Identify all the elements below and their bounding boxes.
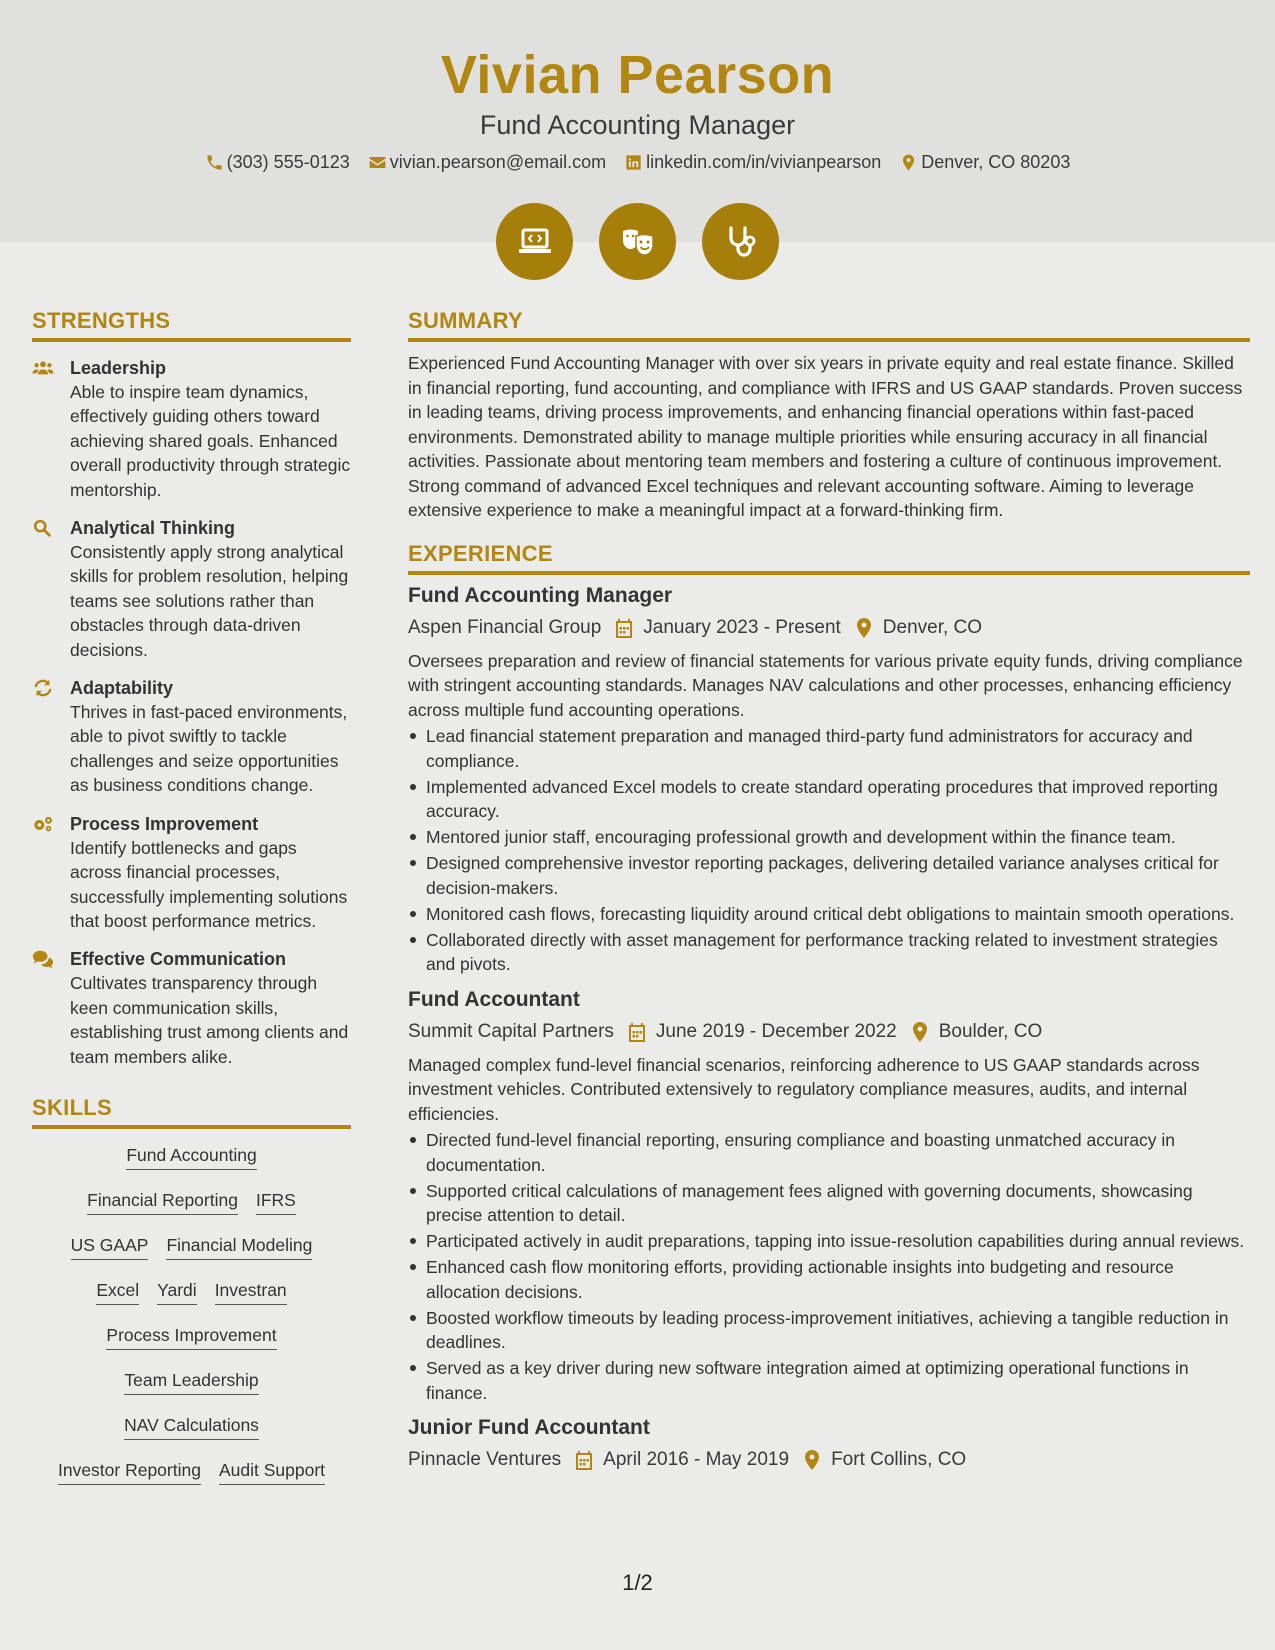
skill-tag: Audit Support — [219, 1458, 325, 1485]
skill-tag: Investor Reporting — [58, 1458, 201, 1485]
strength-desc: Cultivates transparency through keen communication skills, establishing trust among clients and team members alike. — [70, 973, 349, 1067]
job-title: Junior Fund Accountant — [408, 1416, 650, 1439]
skill-tag: Excel — [96, 1278, 139, 1305]
job-bullets — [408, 724, 1250, 977]
theater-masks-icon — [618, 222, 658, 262]
right-column — [408, 308, 1250, 1473]
map-pin-icon — [803, 1450, 821, 1470]
contact-bar — [0, 152, 1275, 173]
bullet-item: Lead financial statement preparation and managed third-party fund administrators for accuracy and compliance. — [408, 724, 1250, 773]
bullet-item: Boosted workflow timeouts by leading process-improvement initiatives, achieving a tangible reduction in deadlines. — [408, 1306, 1250, 1355]
job-company: Pinnacle Ventures — [408, 1449, 562, 1470]
strength-desc: Consistently apply strong analytical skills for problem resolution, helping teams see solutions rather than obstacles through data-driven decisions. — [70, 542, 349, 660]
job-location: Boulder, CO — [938, 1020, 1043, 1042]
strength-desc: Thrives in fast-paced environments, able to pivot swiftly to tackle challenges and seize opportunities as business conditions change. — [70, 702, 348, 796]
bullet-item: Implemented advanced Excel models to create standard operating procedures that improved reporting accuracy. — [408, 775, 1250, 824]
strength-item — [32, 947, 351, 1069]
strength-title: Effective Communication — [70, 949, 287, 970]
skill-tag: Fund Accounting — [126, 1143, 256, 1170]
stethoscope-icon — [721, 222, 761, 262]
skill-tag: NAV Calculations — [124, 1413, 259, 1440]
job-entry — [408, 985, 1250, 1406]
job-meta — [408, 615, 1250, 641]
badge-row — [0, 203, 1275, 280]
skill-tag: Investran — [215, 1278, 287, 1305]
summary-heading: SUMMARY — [408, 308, 1250, 342]
calendar-icon — [575, 1450, 593, 1470]
comments-icon — [32, 949, 54, 969]
search-icon — [32, 518, 54, 538]
contact-email-text: vivian.pearson@email.com — [389, 152, 607, 172]
phone-icon — [205, 153, 224, 172]
job-location: Fort Collins, CO — [831, 1449, 967, 1470]
skill-tag: Financial Modeling — [166, 1233, 312, 1260]
calendar-icon — [628, 1022, 646, 1042]
job-dates: June 2019 - December 2022 — [655, 1020, 897, 1042]
job-entry — [408, 581, 1250, 977]
skill-tag: IFRS — [256, 1188, 296, 1215]
skills-list — [32, 1143, 351, 1503]
laptop-code-icon — [515, 222, 555, 262]
candidate-title: Fund Accounting Manager — [479, 110, 796, 140]
bullet-item: Participated actively in audit preparations, tapping into issue-resolution capabilities during annual reviews. — [408, 1229, 1250, 1254]
users-icon — [32, 358, 54, 378]
left-column — [32, 308, 351, 1503]
skill-tag: Financial Reporting — [87, 1188, 238, 1215]
strength-item — [32, 812, 351, 934]
strength-title: Analytical Thinking — [70, 518, 236, 539]
strength-item — [32, 676, 351, 798]
skills-heading: SKILLS — [32, 1095, 351, 1129]
job-dates: April 2016 - May 2019 — [603, 1449, 790, 1470]
contact-linkedin-text: linkedin.com/in/vivianpearson — [646, 152, 882, 172]
linkedin-icon — [624, 153, 643, 172]
job-title: Fund Accountant — [408, 987, 580, 1011]
contact-phone[interactable] — [205, 152, 350, 173]
job-company: Aspen Financial Group — [408, 616, 602, 638]
cogs-icon — [32, 814, 54, 834]
candidate-name: Vivian Pearson — [440, 45, 835, 105]
strength-desc: Identify bottlenecks and gaps across financial processes, successfully implementing solutions that boost performance metrics. — [70, 837, 348, 931]
strength-title: Process Improvement — [70, 813, 259, 834]
strength-item — [32, 356, 351, 502]
job-meta — [408, 1447, 1250, 1473]
experience-heading: EXPERIENCE — [408, 541, 1250, 575]
contact-phone-text: (303) 555-0123 — [226, 152, 350, 172]
strength-title: Adaptability — [70, 678, 174, 699]
map-pin-icon — [855, 618, 873, 638]
bullet-item: Mentored junior staff, encouraging professional growth and development within the finance team. — [408, 825, 1250, 850]
contact-email[interactable] — [368, 152, 606, 173]
bullet-item: Supported critical calculations of management fees aligned with governing documents, showcasing precise attention to detail. — [408, 1179, 1250, 1228]
bullet-item: Directed fund-level financial reporting, ensuring compliance and boasting unmatched accuracy in documentation. — [408, 1128, 1250, 1177]
job-description: Oversees preparation and review of financial statements for various private equity funds, driving compliance with stringent accounting standards. Manages NAV calculations and other processes, enhancing efficiency across multiple fund accounting operations. — [408, 650, 1243, 720]
contact-location-text: Denver, CO 80203 — [921, 152, 1071, 172]
skill-tag: Yardi — [157, 1278, 197, 1305]
envelope-icon — [368, 153, 387, 172]
map-pin-icon — [899, 153, 918, 172]
job-title: Fund Accounting Manager — [408, 583, 673, 607]
skill-tag: US GAAP — [71, 1233, 149, 1260]
badge-stethoscope — [702, 203, 779, 280]
page-number: 1/2 — [622, 1570, 653, 1595]
strength-item — [32, 516, 351, 662]
bullet-item: Served as a key driver during new software integration aimed at optimizing operational functions in finance. — [408, 1356, 1250, 1405]
bullet-item: Designed comprehensive investor reporting packages, delivering detailed variance analyses critical for decision-makers. — [408, 851, 1250, 900]
strength-desc: Able to inspire team dynamics, effectively guiding others toward achieving shared goals. Enhanced overall productivity through strategic mentorship. — [70, 382, 351, 500]
bullet-item: Monitored cash flows, forecasting liquidity around critical debt obligations to maintain smooth operations. — [408, 902, 1250, 927]
contact-linkedin[interactable] — [624, 152, 881, 173]
strength-title: Leadership — [70, 358, 167, 378]
badge-laptop — [496, 203, 573, 280]
sync-icon — [32, 678, 54, 698]
contact-location — [899, 152, 1070, 173]
skill-tag: Team Leadership — [124, 1368, 258, 1395]
job-entry — [408, 1413, 1250, 1473]
badge-masks — [599, 203, 676, 280]
job-location: Denver, CO — [882, 616, 983, 638]
skill-tag: Process Improvement — [106, 1323, 276, 1350]
job-dates: January 2023 - Present — [643, 616, 841, 638]
job-description: Managed complex fund-level financial scenarios, reinforcing adherence to US GAAP standards across investment vehicles. Contributed extensively to regulatory compliance measures, audits, and internal efficiencies. — [408, 1054, 1200, 1124]
job-company: Summit Capital Partners — [408, 1020, 614, 1042]
summary-text: Experienced Fund Accounting Manager with over six years in private equity and real estate finance. Skilled in financial reporting, fund accounting, and compliance with IFRS and US GAAP standards. Proven success in leading teams, driving process improvements, and enhancing financial operations within fast-paced environments. Demonstrated ability to manage multiple priorities while ensuring accuracy in all financial activities. Passionate about mentoring team members and fostering a culture of continuous improvement. Strong command of advanced Excel techniques and relevant accounting software. Aiming to leverage extensive experience to make a meaningful impact at a forward-thinking firm. — [408, 353, 1243, 520]
bullet-item: Collaborated directly with asset management for performance tracking related to investment strategies and pivots. — [408, 928, 1250, 977]
job-meta — [408, 1019, 1250, 1045]
strengths-heading: STRENGTHS — [32, 308, 351, 342]
calendar-icon — [615, 618, 633, 638]
job-bullets — [408, 1128, 1250, 1405]
map-pin-icon — [911, 1022, 929, 1042]
bullet-item: Enhanced cash flow monitoring efforts, providing actionable insights into budgeting and resource allocation decisions. — [408, 1255, 1250, 1304]
